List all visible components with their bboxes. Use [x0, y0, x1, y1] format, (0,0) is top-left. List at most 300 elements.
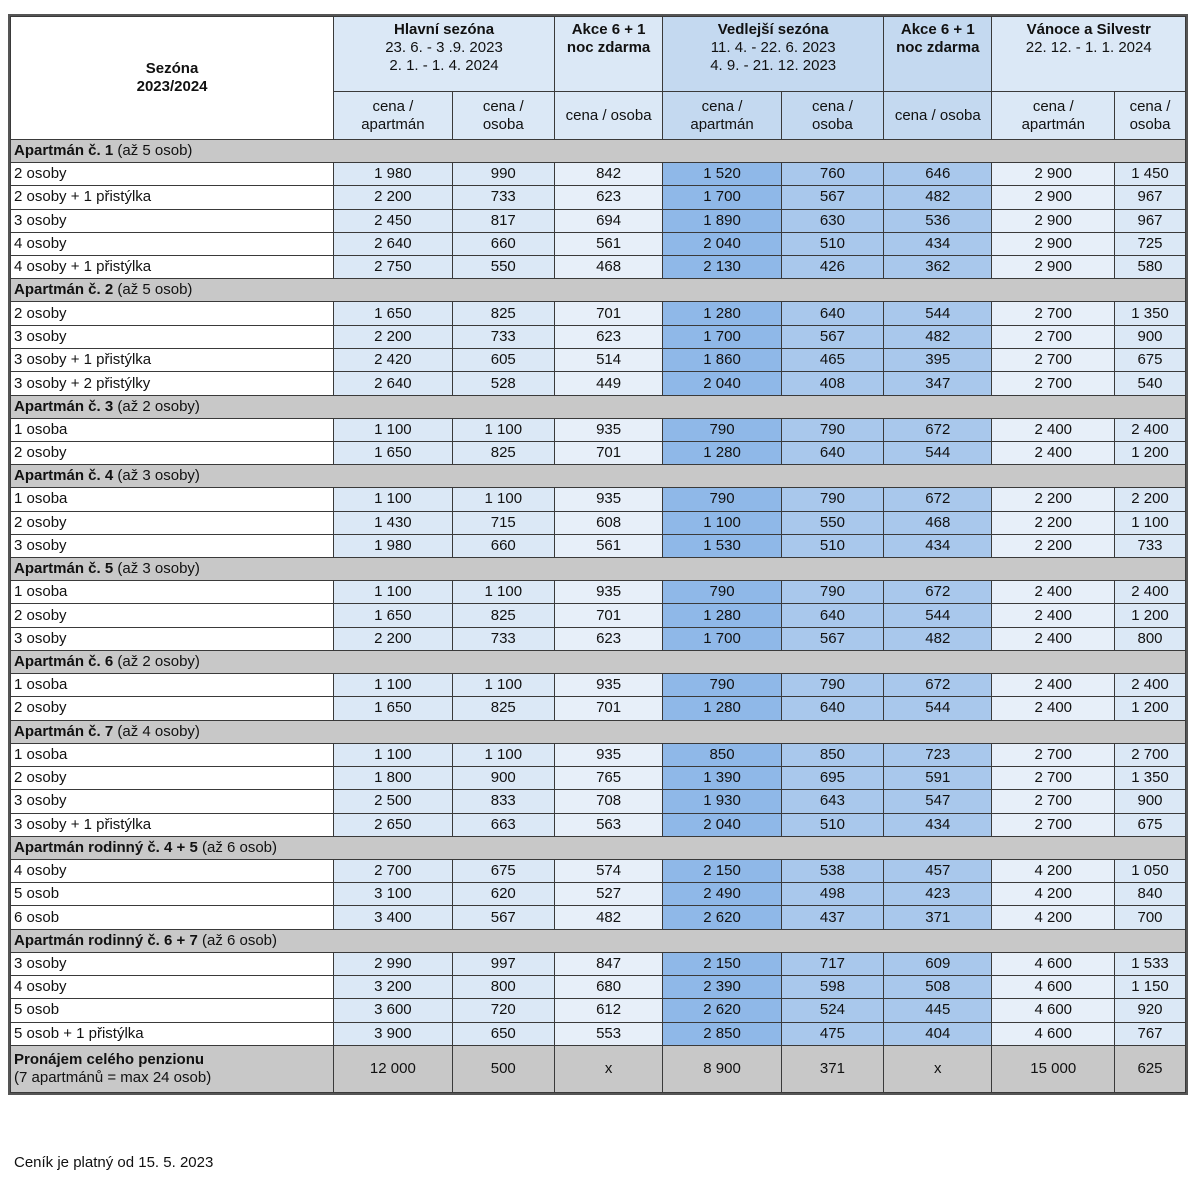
price-xmas-apt: 4 200 — [992, 906, 1115, 929]
price-promo1-person: 701 — [554, 302, 662, 325]
occupancy-label: 3 osoby — [11, 534, 334, 557]
occupancy-label: 2 osoby — [11, 697, 334, 720]
occupancy-label: 2 osoby + 1 přistýlka — [11, 186, 334, 209]
price-main-apt: 1 100 — [334, 674, 453, 697]
price-main-person: 1 100 — [452, 488, 554, 511]
table-row — [11, 302, 1186, 325]
promo2-title: Akce 6 + 1 — [900, 21, 975, 38]
price-xmas-apt: 2 200 — [992, 488, 1115, 511]
price-main-person: 605 — [452, 349, 554, 372]
price-xmas-person: 920 — [1115, 999, 1186, 1022]
total-side-person: 371 — [781, 1045, 883, 1092]
sub-side-person — [781, 92, 883, 140]
price-promo2-person: 434 — [884, 232, 992, 255]
main-season-title: Hlavní sezóna — [394, 21, 495, 38]
validity-note: Ceník je platný od 15. 5. 2023 — [14, 1154, 214, 1171]
price-promo2-person: 536 — [884, 209, 992, 232]
apartment-group-cell — [11, 929, 1186, 952]
price-promo2-person: 672 — [884, 674, 992, 697]
price-main-apt: 3 400 — [334, 906, 453, 929]
sub-main-person — [452, 92, 554, 140]
price-promo2-person: 457 — [884, 859, 992, 882]
xmas-title: Vánoce a Silvestr — [1026, 21, 1151, 38]
price-promo1-person: 561 — [554, 534, 662, 557]
price-main-apt: 1 430 — [334, 511, 453, 534]
price-promo1-person: 553 — [554, 1022, 662, 1045]
apartment-group-cell — [11, 395, 1186, 418]
main-season-header — [334, 17, 555, 92]
price-side-person: 550 — [781, 511, 883, 534]
occupancy-label: 4 osoby + 1 přistýlka — [11, 256, 334, 279]
price-side-apt: 1 700 — [663, 627, 782, 650]
price-main-apt: 2 200 — [334, 627, 453, 650]
sub-text: cena / — [1129, 97, 1171, 115]
price-side-apt: 1 280 — [663, 302, 782, 325]
occupancy-label: 2 osoby — [11, 511, 334, 534]
table-row — [11, 511, 1186, 534]
sub-text: apartmán — [690, 115, 754, 133]
price-xmas-person: 1 150 — [1115, 976, 1186, 999]
apartment-group-row — [11, 140, 1186, 163]
apartment-capacity: (až 3 osoby) — [113, 560, 200, 578]
price-promo1-person: 701 — [554, 697, 662, 720]
price-main-person: 567 — [452, 906, 554, 929]
price-main-person: 550 — [452, 256, 554, 279]
apartment-name: Apartmán č. 7 — [14, 722, 114, 740]
price-side-person: 510 — [781, 232, 883, 255]
apartment-capacity: (až 4 osoby) — [113, 722, 200, 740]
apartment-group-row — [11, 929, 1186, 952]
price-side-apt: 790 — [663, 418, 782, 441]
price-promo1-person: 623 — [554, 627, 662, 650]
price-promo2-person: 547 — [884, 790, 992, 813]
price-main-person: 650 — [452, 1022, 554, 1045]
total-promo2-person: x — [884, 1045, 992, 1092]
price-main-person: 1 100 — [452, 674, 554, 697]
price-side-apt: 2 040 — [663, 372, 782, 395]
price-main-person: 733 — [452, 186, 554, 209]
price-side-person: 640 — [781, 302, 883, 325]
price-main-apt: 1 100 — [334, 743, 453, 766]
price-xmas-apt: 2 400 — [992, 418, 1115, 441]
price-main-apt: 1 650 — [334, 302, 453, 325]
table-row — [11, 581, 1186, 604]
table-row — [11, 790, 1186, 813]
occupancy-label: 5 osob + 1 přistýlka — [11, 1022, 334, 1045]
price-main-apt: 2 650 — [334, 813, 453, 836]
sub-side-apt — [663, 92, 782, 140]
price-side-person: 437 — [781, 906, 883, 929]
price-promo1-person: 847 — [554, 952, 662, 975]
price-xmas-person: 1 100 — [1115, 511, 1186, 534]
apartment-name: Apartmán č. 2 — [14, 281, 114, 299]
apartment-group-row — [11, 395, 1186, 418]
price-side-apt: 1 390 — [663, 766, 782, 789]
price-main-person: 660 — [452, 534, 554, 557]
season-years: 2023/2024 — [136, 78, 208, 95]
total-side-apt: 8 900 — [663, 1045, 782, 1092]
price-xmas-person: 1 050 — [1115, 859, 1186, 882]
price-xmas-apt: 4 600 — [992, 976, 1115, 999]
price-main-person: 715 — [452, 511, 554, 534]
price-xmas-apt: 2 200 — [992, 534, 1115, 557]
price-side-apt: 1 520 — [663, 163, 782, 186]
sub-text: cena / — [812, 97, 853, 115]
occupancy-label: 4 osoby — [11, 976, 334, 999]
sub-xmas-apt — [992, 92, 1115, 140]
price-main-person: 733 — [452, 325, 554, 348]
price-xmas-person: 725 — [1115, 232, 1186, 255]
price-xmas-person: 1 200 — [1115, 604, 1186, 627]
total-xmas-apt: 15 000 — [992, 1045, 1115, 1092]
whole-guesthouse-row — [11, 1045, 1186, 1092]
price-main-apt: 1 980 — [334, 163, 453, 186]
whole-guesthouse-note: (7 apartmánů = max 24 osob) — [14, 1068, 212, 1086]
sub-main-apt — [334, 92, 453, 140]
price-promo2-person: 672 — [884, 418, 992, 441]
table-row — [11, 441, 1186, 464]
side-season-dates-2: 4. 9. - 21. 12. 2023 — [710, 57, 837, 74]
promo2-sub: noc zdarma — [896, 39, 980, 56]
price-xmas-apt: 4 600 — [992, 999, 1115, 1022]
price-xmas-person: 675 — [1115, 813, 1186, 836]
price-side-apt: 2 040 — [663, 232, 782, 255]
price-xmas-person: 540 — [1115, 372, 1186, 395]
xmas-header — [992, 17, 1186, 92]
price-promo2-person: 609 — [884, 952, 992, 975]
price-xmas-person: 900 — [1115, 790, 1186, 813]
occupancy-label: 1 osoba — [11, 418, 334, 441]
price-main-person: 675 — [452, 859, 554, 882]
price-promo2-person: 544 — [884, 302, 992, 325]
table-row — [11, 163, 1186, 186]
apartment-name: Apartmán č. 4 — [14, 467, 114, 485]
price-xmas-person: 1 200 — [1115, 441, 1186, 464]
apartment-group-cell — [11, 651, 1186, 674]
price-promo1-person: 482 — [554, 906, 662, 929]
occupancy-label: 6 osob — [11, 906, 334, 929]
price-promo1-person: 680 — [554, 976, 662, 999]
price-main-person: 990 — [452, 163, 554, 186]
price-xmas-apt: 2 400 — [992, 697, 1115, 720]
price-main-person: 660 — [452, 232, 554, 255]
apartment-name: Apartmán č. 5 — [14, 560, 114, 578]
price-side-person: 538 — [781, 859, 883, 882]
apartment-name: Apartmán rodinný č. 4 + 5 — [14, 838, 198, 856]
table-row — [11, 1022, 1186, 1045]
price-xmas-person: 2 700 — [1115, 743, 1186, 766]
table-row — [11, 999, 1186, 1022]
price-main-apt: 3 100 — [334, 883, 453, 906]
apartment-group-cell — [11, 140, 1186, 163]
price-side-person: 524 — [781, 999, 883, 1022]
price-side-apt: 2 150 — [663, 859, 782, 882]
price-main-apt: 1 800 — [334, 766, 453, 789]
price-main-apt: 1 980 — [334, 534, 453, 557]
apartment-name: Apartmán č. 6 — [14, 653, 114, 671]
price-promo2-person: 445 — [884, 999, 992, 1022]
price-promo1-person: 514 — [554, 349, 662, 372]
price-xmas-person: 1 200 — [1115, 697, 1186, 720]
price-promo2-person: 482 — [884, 627, 992, 650]
table-row — [11, 952, 1186, 975]
price-main-apt: 3 600 — [334, 999, 453, 1022]
occupancy-label: 3 osoby — [11, 952, 334, 975]
price-main-person: 825 — [452, 604, 554, 627]
price-main-person: 825 — [452, 441, 554, 464]
table-row — [11, 488, 1186, 511]
apartment-group-row — [11, 279, 1186, 302]
apartment-capacity: (až 6 osob) — [197, 931, 278, 949]
price-side-person: 510 — [781, 813, 883, 836]
main-season-dates-2: 2. 1. - 1. 4. 2024 — [389, 57, 499, 74]
price-side-person: 790 — [781, 418, 883, 441]
price-xmas-apt: 2 200 — [992, 511, 1115, 534]
price-promo2-person: 544 — [884, 697, 992, 720]
price-xmas-person: 967 — [1115, 186, 1186, 209]
price-xmas-person: 2 200 — [1115, 488, 1186, 511]
price-xmas-apt: 2 900 — [992, 186, 1115, 209]
sub-text: cena / — [701, 97, 743, 115]
price-promo2-person: 482 — [884, 186, 992, 209]
price-side-person: 598 — [781, 976, 883, 999]
price-side-apt: 1 930 — [663, 790, 782, 813]
occupancy-label: 3 osoby — [11, 790, 334, 813]
price-promo2-person: 395 — [884, 349, 992, 372]
price-promo2-person: 371 — [884, 906, 992, 929]
occupancy-label: 2 osoby — [11, 441, 334, 464]
occupancy-label: 2 osoby — [11, 163, 334, 186]
price-side-apt: 790 — [663, 581, 782, 604]
table-row — [11, 534, 1186, 557]
price-main-apt: 2 450 — [334, 209, 453, 232]
price-xmas-person: 1 533 — [1115, 952, 1186, 975]
occupancy-label: 3 osoby — [11, 325, 334, 348]
price-promo2-person: 544 — [884, 441, 992, 464]
price-xmas-person: 1 350 — [1115, 766, 1186, 789]
price-side-person: 643 — [781, 790, 883, 813]
price-main-apt: 3 200 — [334, 976, 453, 999]
price-promo2-person: 723 — [884, 743, 992, 766]
price-promo2-person: 482 — [884, 325, 992, 348]
price-xmas-person: 767 — [1115, 1022, 1186, 1045]
price-xmas-apt: 2 400 — [992, 674, 1115, 697]
price-xmas-person: 580 — [1115, 256, 1186, 279]
price-main-person: 800 — [452, 976, 554, 999]
price-side-apt: 790 — [663, 488, 782, 511]
price-promo1-person: 701 — [554, 441, 662, 464]
price-side-apt: 1 530 — [663, 534, 782, 557]
price-xmas-apt: 2 700 — [992, 790, 1115, 813]
price-xmas-person: 733 — [1115, 534, 1186, 557]
sub-text: cena / osoba — [565, 106, 652, 124]
occupancy-label: 1 osoba — [11, 488, 334, 511]
table-row — [11, 256, 1186, 279]
main-season-dates-1: 23. 6. - 3 .9. 2023 — [385, 39, 503, 56]
price-side-person: 790 — [781, 488, 883, 511]
price-xmas-apt: 2 900 — [992, 232, 1115, 255]
price-side-apt: 1 860 — [663, 349, 782, 372]
price-main-person: 528 — [452, 372, 554, 395]
price-side-apt: 2 150 — [663, 952, 782, 975]
price-side-apt: 2 620 — [663, 906, 782, 929]
price-side-person: 640 — [781, 697, 883, 720]
table-row — [11, 349, 1186, 372]
apartment-group-cell — [11, 279, 1186, 302]
occupancy-label: 1 osoba — [11, 743, 334, 766]
price-xmas-apt: 2 700 — [992, 325, 1115, 348]
sub-promo1-person — [554, 92, 662, 140]
price-side-apt: 2 490 — [663, 883, 782, 906]
apartment-capacity: (až 5 osob) — [113, 142, 193, 159]
price-xmas-apt: 2 700 — [992, 766, 1115, 789]
price-promo2-person: 468 — [884, 511, 992, 534]
sub-promo2-person — [884, 92, 992, 140]
table-row — [11, 186, 1186, 209]
price-side-apt: 2 130 — [663, 256, 782, 279]
price-promo1-person: 701 — [554, 604, 662, 627]
table-row — [11, 859, 1186, 882]
price-promo2-person: 672 — [884, 488, 992, 511]
price-main-person: 1 100 — [452, 743, 554, 766]
promo2-header — [884, 17, 992, 92]
price-table — [10, 16, 1186, 1093]
price-side-apt: 850 — [663, 743, 782, 766]
price-xmas-person: 675 — [1115, 349, 1186, 372]
price-xmas-person: 2 400 — [1115, 581, 1186, 604]
price-main-person: 825 — [452, 302, 554, 325]
occupancy-label: 3 osoby + 1 přistýlka — [11, 813, 334, 836]
price-side-apt: 2 390 — [663, 976, 782, 999]
price-side-apt: 790 — [663, 674, 782, 697]
price-side-person: 630 — [781, 209, 883, 232]
apartment-group-row — [11, 836, 1186, 859]
price-main-apt: 1 650 — [334, 441, 453, 464]
price-promo1-person: 935 — [554, 674, 662, 697]
price-main-apt: 2 700 — [334, 859, 453, 882]
occupancy-label: 4 osoby — [11, 859, 334, 882]
promo1-header — [554, 17, 662, 92]
occupancy-label: 1 osoba — [11, 674, 334, 697]
occupancy-label: 2 osoby — [11, 766, 334, 789]
whole-guesthouse-title: Pronájem celého penzionu — [14, 1050, 205, 1068]
price-promo1-person: 842 — [554, 163, 662, 186]
price-side-apt: 1 280 — [663, 697, 782, 720]
price-table-body — [11, 140, 1186, 1093]
table-row — [11, 209, 1186, 232]
price-main-person: 833 — [452, 790, 554, 813]
apartment-group-row — [11, 465, 1186, 488]
price-side-person: 465 — [781, 349, 883, 372]
price-side-person: 408 — [781, 372, 883, 395]
sub-text: cena / osoba — [894, 106, 981, 124]
price-xmas-apt: 2 900 — [992, 163, 1115, 186]
table-row — [11, 813, 1186, 836]
price-xmas-apt: 2 400 — [992, 441, 1115, 464]
price-promo2-person: 434 — [884, 534, 992, 557]
sub-text: cena / — [482, 97, 524, 115]
occupancy-label: 2 osoby — [11, 302, 334, 325]
apartment-capacity: (až 3 osoby) — [113, 467, 200, 485]
price-promo1-person: 935 — [554, 743, 662, 766]
season-label: Sezóna — [145, 60, 199, 77]
total-promo1-person: x — [554, 1045, 662, 1092]
price-xmas-apt: 4 200 — [992, 859, 1115, 882]
price-promo1-person: 623 — [554, 186, 662, 209]
price-xmas-apt: 4 600 — [992, 1022, 1115, 1045]
apartment-group-row — [11, 720, 1186, 743]
price-side-apt: 1 890 — [663, 209, 782, 232]
price-xmas-apt: 2 900 — [992, 256, 1115, 279]
price-side-person: 640 — [781, 604, 883, 627]
side-season-header — [663, 17, 884, 92]
price-xmas-apt: 4 200 — [992, 883, 1115, 906]
price-promo1-person: 561 — [554, 232, 662, 255]
side-season-title: Vedlejší sezóna — [717, 21, 829, 38]
total-main-person: 500 — [452, 1045, 554, 1092]
apartment-capacity: (až 2 osoby) — [113, 397, 200, 415]
price-table-frame — [8, 14, 1188, 1095]
price-side-person: 640 — [781, 441, 883, 464]
price-promo2-person: 508 — [884, 976, 992, 999]
price-promo1-person: 935 — [554, 488, 662, 511]
apartment-group-cell — [11, 465, 1186, 488]
price-main-person: 900 — [452, 766, 554, 789]
price-main-apt: 1 650 — [334, 697, 453, 720]
price-promo1-person: 708 — [554, 790, 662, 813]
price-main-person: 825 — [452, 697, 554, 720]
price-promo2-person: 423 — [884, 883, 992, 906]
price-side-person: 567 — [781, 186, 883, 209]
apartment-name: Apartmán č. 3 — [14, 397, 114, 415]
price-side-person: 695 — [781, 766, 883, 789]
sub-text: osoba — [1129, 115, 1171, 133]
price-promo1-person: 468 — [554, 256, 662, 279]
price-promo1-person: 935 — [554, 418, 662, 441]
price-xmas-apt: 2 700 — [992, 372, 1115, 395]
price-side-person: 790 — [781, 581, 883, 604]
price-promo2-person: 591 — [884, 766, 992, 789]
total-xmas-person: 625 — [1115, 1045, 1186, 1092]
price-promo1-person: 527 — [554, 883, 662, 906]
price-promo1-person: 449 — [554, 372, 662, 395]
apartment-group-cell — [11, 558, 1186, 581]
price-main-person: 1 100 — [452, 418, 554, 441]
price-xmas-person: 967 — [1115, 209, 1186, 232]
price-xmas-person: 2 400 — [1115, 674, 1186, 697]
promo1-title: Akce 6 + 1 — [571, 21, 646, 38]
price-xmas-person: 900 — [1115, 325, 1186, 348]
price-side-apt: 2 620 — [663, 999, 782, 1022]
occupancy-label: 4 osoby — [11, 232, 334, 255]
price-main-apt: 2 200 — [334, 325, 453, 348]
sub-text: cena / — [1032, 97, 1074, 115]
price-side-person: 567 — [781, 627, 883, 650]
price-main-apt: 2 500 — [334, 790, 453, 813]
occupancy-label: 1 osoba — [11, 581, 334, 604]
price-side-person: 790 — [781, 674, 883, 697]
price-main-person: 817 — [452, 209, 554, 232]
occupancy-label: 5 osob — [11, 999, 334, 1022]
price-promo1-person: 612 — [554, 999, 662, 1022]
price-xmas-apt: 2 400 — [992, 604, 1115, 627]
price-main-person: 1 100 — [452, 581, 554, 604]
apartment-capacity: (až 5 osob) — [113, 281, 193, 299]
price-xmas-person: 840 — [1115, 883, 1186, 906]
price-xmas-apt: 4 600 — [992, 952, 1115, 975]
occupancy-label: 3 osoby + 2 přistýlky — [11, 372, 334, 395]
price-promo2-person: 347 — [884, 372, 992, 395]
